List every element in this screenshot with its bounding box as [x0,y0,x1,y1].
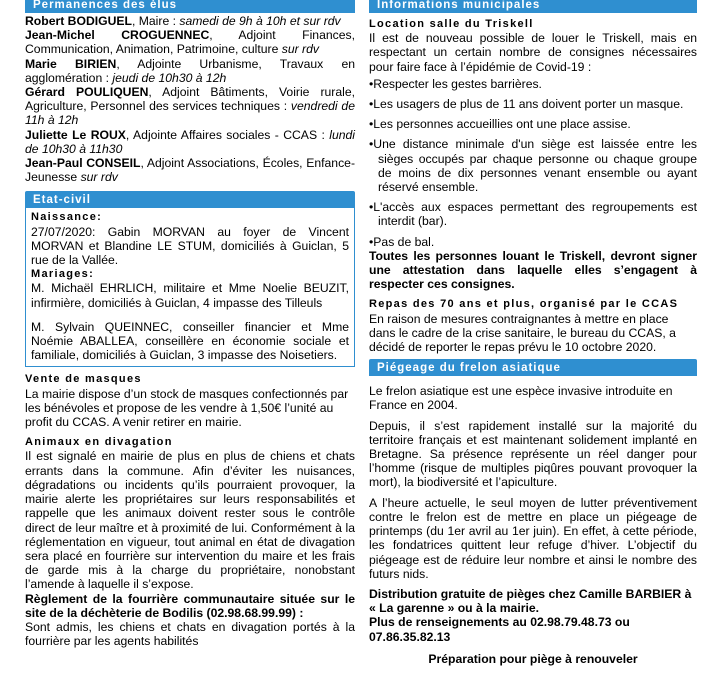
consigne-text: Pas de bal. [373,234,435,249]
permanence-entry [25,14,355,28]
elu-hours: sur rdv [80,170,118,185]
elu-role: , Adjointe Urbanisme, Travaux en agglomération : [25,56,355,85]
frelon-p3: A l’heure actuelle, le seul moyen de lutter préventivement contre le frelon est de mettre en place un piégeage de printemps (du 1er avril au 1er juin). En effet, à cette période, les fondatrices quittent leur refuge d’hiver. L’objectif du piégeage est de réduire leur nombre et ainsi le nombre des futurs nids. [369,495,697,581]
masques-text: La mairie dispose d’un stock de masques confectionnés par les bénévoles et propose de les vendre à 1,50€ l’unité au profit du CCAS. A venir retirer en mairie. [25,386,349,430]
naissance-label: Naissance: [31,211,103,224]
frelon-distribution-text: Distribution gratuite de pièges chez Camille BARBIER à « La garenne » ou à la mairie. [369,586,692,616]
elu-name: Robert BODIGUEL [25,14,132,28]
consigne-item: •L'accès aux espaces permettant des regroupements est interdit (bar). [369,200,697,229]
left-column [25,0,355,648]
elu-role: , Adjoint Finances, Communication, Animation, Patrimoine, culture [25,28,355,57]
frelon-p2: Depuis, il s’est rapidement installé sur la majorité du territoire français et est maintenant solidement implanté en Bretagne. Sa présence représente un réel danger pour l’homme (risque de multiples piqûres pouvant provoquer la mort), la biodiversité et l’apiculture. [369,418,697,490]
fourriere-rule [25,592,355,620]
consigne-item: •Pas de bal. [369,234,435,249]
elu-role: , Adjointe Affaires sociales - CCAS : [125,127,330,142]
permanence-entry [25,28,355,56]
elu-role: , Adjoint Associations, Écoles, Enfance-Jeunesse [25,156,355,185]
frelon-piege [369,652,697,666]
consigne-text: Les personnes accueillies ont une place assise. [373,117,631,132]
mariage-entry: M. Michaël EHRLICH, militaire et Mme Noelie BEUZIT, infirmière, domiciliés à Guiclan, 4 impasse des Tilleuls [31,281,349,310]
location-text: Il est de nouveau possible de louer le Triskell, mais en respectant un certain nombre de consignes nécessaires pour faire face à l’épidémie de Covid-19 : [369,31,697,74]
etat-civil-box [25,208,355,367]
frelon-contact-text: Plus de renseignements au 02.98.79.48.73 ou 07.86.35.82.13 [369,615,630,644]
elu-name: Gérard POULIQUEN [25,85,149,100]
elu-name: Jean-Paul CONSEIL [25,156,141,171]
consigne-text: L'accès aux espaces permettant des regroupements est interdit (bar). [373,200,697,229]
consigne-item: •Les personnes accueillies ont une place assise. [369,117,631,132]
repas-title: Repas des 70 ans et plus, organisé par le CCAS [369,298,679,311]
permanence-entry [25,85,355,128]
elu-role: , Maire : [131,14,180,28]
location-bold [369,249,697,292]
elu-name: Jean-Michel CROGUENNEC [25,28,210,43]
frelon-p1: Le frelon asiatique est une espèce invasive introduite en France en 2004. [369,384,673,413]
consigne-item: •Une distance minimale d'un siège est laissée entre les sièges occupés par chaque personne ou chaque groupe de moins de dix personnes venant ensemble ou ayant réservé ensemble. [369,137,697,195]
consigne-text: Les usagers de plus de 11 ans doivent porter un masque. [373,97,684,112]
permanences-header: Permanences des élus [25,0,355,13]
consigne-item: •Les usagers de plus de 11 ans doivent porter un masque. [369,97,684,112]
naissance-text: 27/07/2020: Gabin MORVAN au foyer de Vincent MORVAN et Blandine LE STUM, domiciliés à Guiclan, 5 rue de la Vallée. [31,224,349,268]
animaux-title: Animaux en divagation [25,436,173,449]
elu-name: Marie BIRIEN [25,56,117,71]
permanence-entry [25,156,355,184]
permanence-entry [25,57,355,85]
consigne-text: Respecter les gestes barrières. [373,76,542,91]
frelon-contact [369,615,697,643]
permanence-entry [25,128,355,156]
mariages-label: Mariages: [31,268,95,281]
elu-role: , Adjoint Bâtiments, Voirie rurale, Agriculture, Personnel des services techniques : [25,85,355,114]
fourriere-text: Sont admis, les chiens et chats en divagation portés à la fourrière par les agents habilités [25,619,355,649]
mariage-entry: M. Sylvain QUEINNEC, conseiller financier et Mme Noémie ABALLEA, conseillère en économie sociale et familiale, domiciliés à Guiclan, 3 impasse des Noisetiers. [31,319,349,363]
frelon-distribution [369,587,697,615]
frelon-header: Piégeage du frelon asiatique [369,359,697,376]
etat-civil-header: Etat-civil [25,191,355,208]
consigne-item: •Respecter les gestes barrières. [369,76,542,91]
elu-name: Juliette Le ROUX [25,127,126,142]
location-title: Location salle du Triskell [369,18,534,30]
infos-header: Informations municipales [369,0,697,13]
frelon-piege-text: Préparation pour piège à renouveler [428,651,638,666]
elu-hours: lundi de 10h30 à 11h30 [25,127,356,156]
permanences-list [25,13,355,184]
masques-title: Vente de masques [25,373,142,386]
animaux-text: Il est signalé en mairie de plus en plus de chiens et chats errants dans la commune. Afin d’éviter les nuisances, dégradations ou incidents qu’ils pourraient provoquer, la mairie alerte les propriétaires sur leurs responsabilités et rappelle que les animaux doivent rester sous le contrôle direct de leur maître et à proximité de lui. Conformément à la réglementation en vigueur, tout animal en état de divagation sera placé en fourrière sur intervention du maire et les frais de garde mis à la charge du propriétaire, nonobstant l’amende à laquelle il s’expose. [25,449,355,592]
right-column [369,0,697,666]
elu-hours: samedi de 9h à 10h et sur rdv [179,14,341,28]
fourriere-rule-bold: Règlement de la fourrière communautaire située sur le site de la déchèterie de Bodilis (02.98.68.99.99) : [25,591,355,620]
location-bold-text: Toutes les personnes louant le Triskell, devront signer une attestation dans laquelle elles s’engagent à respecter ces consignes. [369,248,697,292]
repas-text: En raison de mesures contraignantes à mettre en place dans le cadre de la crise sanitaire, le bureau du CCAS, a décidé de reporter le repas prévu le 10 octobre 2020. [369,311,676,355]
elu-hours: jeudi de 10h30 à 12h [112,70,227,85]
consigne-text: Une distance minimale d'un siège est laissée entre les sièges occupés par chaque personne ou chaque groupe de moins de dix personnes venant ensemble ou ayant réservé ensemble. [373,137,697,195]
elu-hours: sur rdv [281,42,319,57]
elu-hours: vendredi de 11h à 12h [25,99,355,128]
